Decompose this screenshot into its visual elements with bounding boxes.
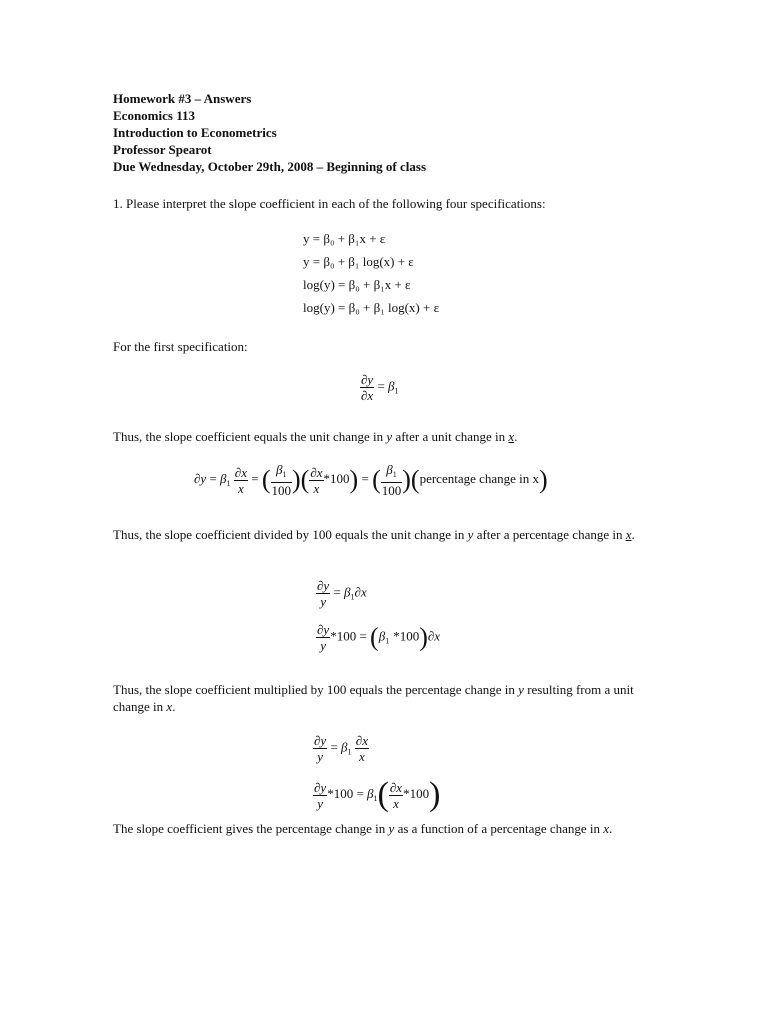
first-spec-intro: For the first specification: (113, 339, 248, 354)
equation-log-lin-2: $\frac{\partial y}{y}$ $*100 = (\beta_1$ *100)∂x (317, 622, 441, 653)
spec-4: log(y) = β₀ + β₁ log(x) + ε (303, 300, 440, 315)
spec-3: log(y) = β₀ + β₁x + ε (303, 277, 411, 292)
header-course-name: Introduction to Econometrics (113, 125, 277, 140)
equation-dy-dx: $\frac{\partial y}{\partial x}$ = $\beta_1$ (361, 372, 399, 403)
equation-log-lin-1: $\frac{\partial y}{y}$ = $\beta_1\partial x$ (317, 578, 367, 609)
header-professor: Professor Spearot (113, 142, 212, 157)
question-1: 1. Please interpret the slope coefficient in each of the following four specifications: (113, 196, 546, 211)
percentage-change-label: percentage change in x (419, 470, 540, 486)
spec-2: y = β₀ + β₁ log(x) + ε (303, 254, 414, 269)
header-due-date: Due Wednesday, October 29th, 2008 – Beginning of class (113, 159, 426, 174)
interpretation-1: Thus, the slope coefficient equals the unit change in y after a unit change in x. (113, 429, 518, 444)
equation-log-log-2: $\frac{\partial y}{y}$ $*100 = \beta_1$( $\frac{\partial x}{x}$ *100) (314, 776, 441, 813)
equation-log-log-1: $\frac{\partial y}{y}$ = $\beta_1$ $\frac{\partial x}{x}$ (314, 733, 368, 764)
equation-lin-log: $\partial y = \beta_1$ $\frac{\partial x}{x}$ = ( $\frac{\beta_1}{100}$ )( $\frac{\partial x}{x}$ *100) = ( $\frac{\beta_1}{100}$ )(percentage change in x) (194, 462, 548, 498)
interpretation-4: The slope coefficient gives the percentage change in y as a function of a percentage change in x. (113, 821, 613, 836)
header-course: Economics 113 (113, 108, 195, 123)
fraction-dy-dx: $\frac{\partial y}{\partial x}$ (361, 372, 374, 403)
spec-1: y = β₀ + β₁x + ε (303, 231, 386, 246)
interpretation-2: Thus, the slope coefficient divided by 100 equals the unit change in y after a percentage change in x. (113, 527, 635, 542)
header-title: Homework #3 – Answers (113, 91, 252, 106)
homework-header (113, 90, 426, 175)
interpretation-3: Thus, the slope coefficient multiplied by 100 equals the percentage change in y resulting from a unit change in x. (113, 682, 634, 714)
